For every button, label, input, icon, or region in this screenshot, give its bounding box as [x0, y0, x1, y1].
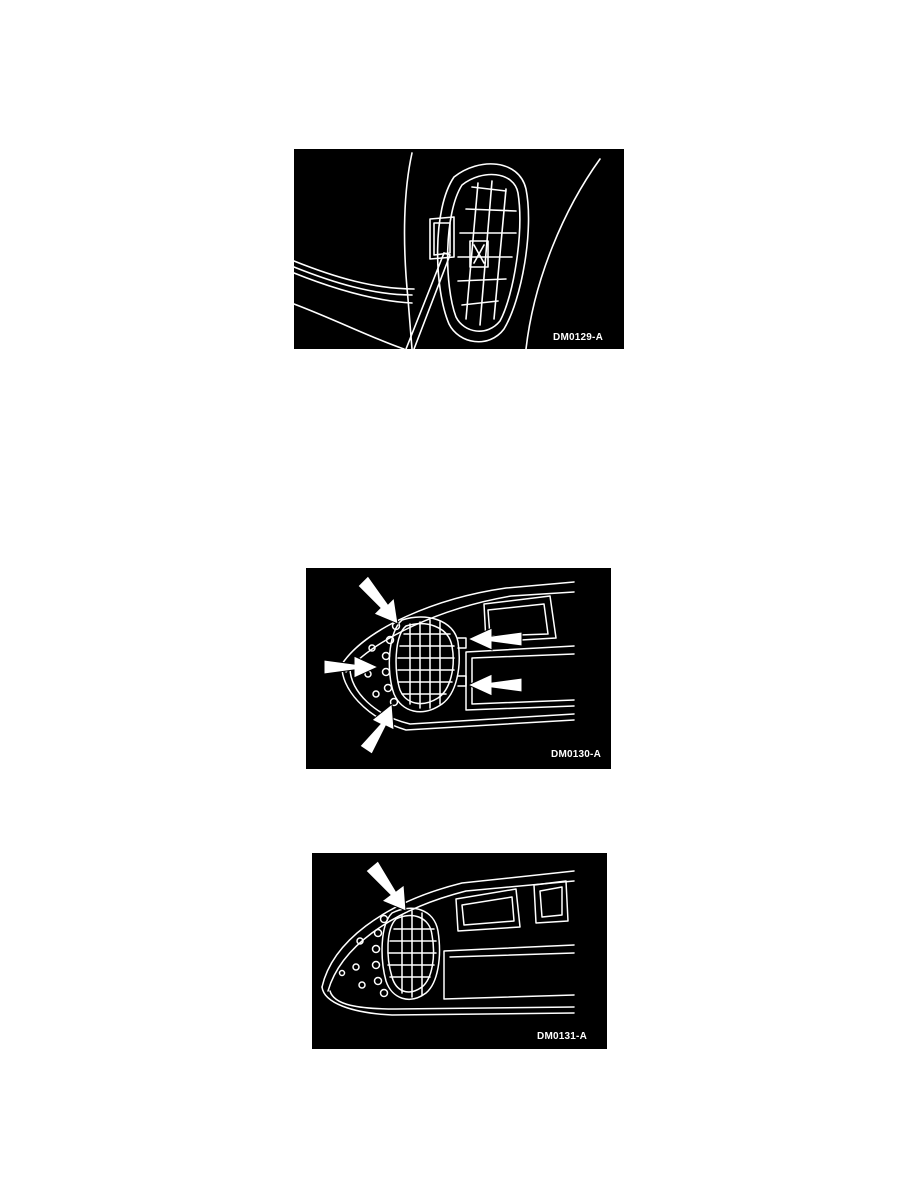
figure-dm0129	[294, 149, 624, 349]
figure-label: DM0129-A	[553, 332, 603, 343]
illustration-vent-install	[312, 853, 607, 1049]
illustration-vent-clips	[306, 568, 611, 769]
illustration-vent-pry	[294, 149, 624, 349]
figure-label: DM0130-A	[551, 749, 601, 760]
figure-dm0130	[306, 568, 611, 769]
figure-label: DM0131-A	[537, 1031, 587, 1042]
figure-dm0131	[312, 853, 607, 1049]
